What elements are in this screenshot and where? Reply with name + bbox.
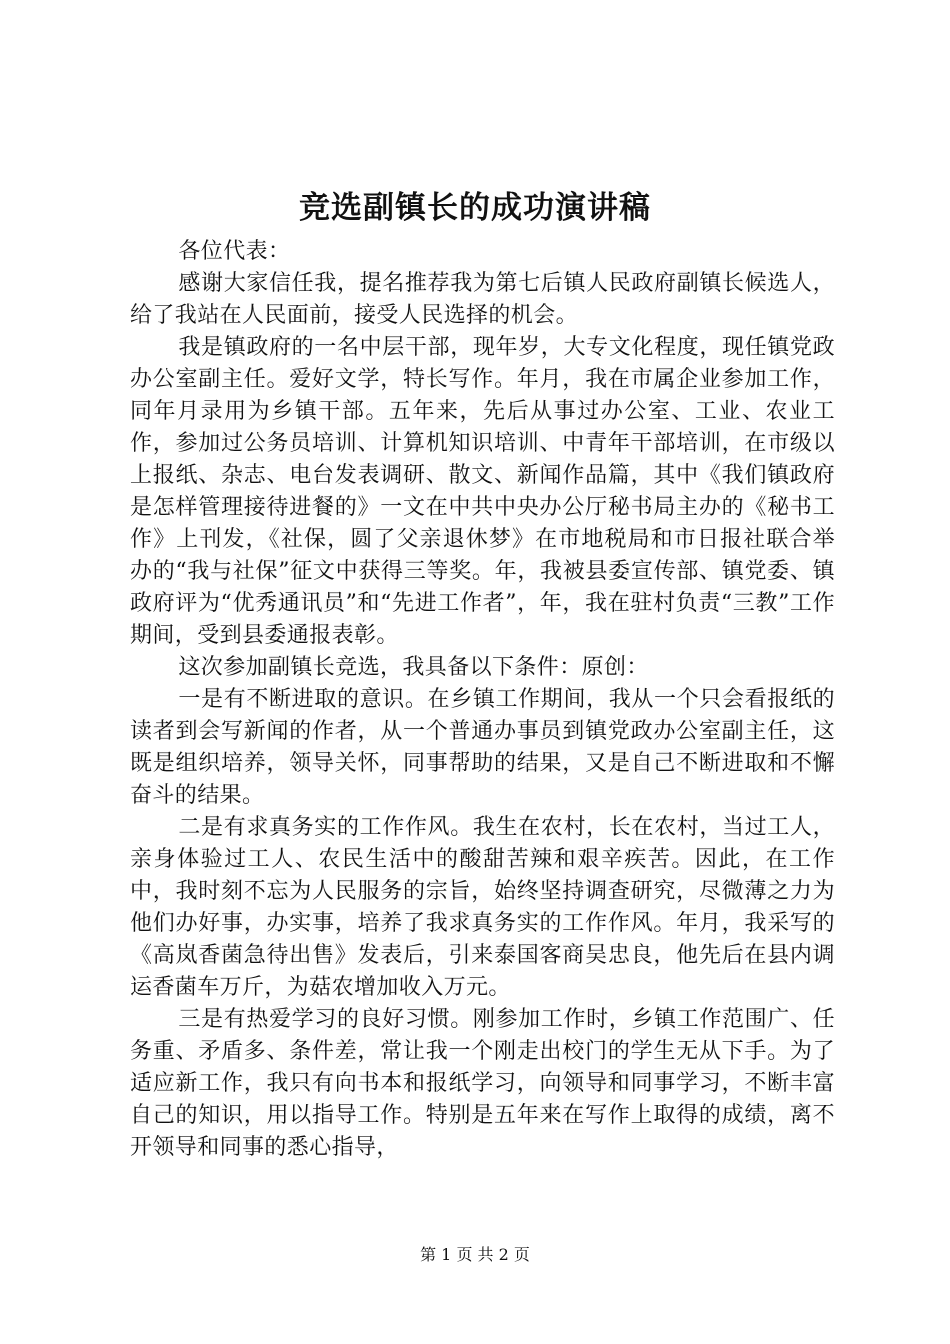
paragraph-condition-three: 三是有热爱学习的良好习惯。刚参加工作时，乡镇工作范围广、任务重、矛盾多、条件差，常让我一个刚走出校门的学生无从下手。为了适应新工作，我只有向书本和报纸学习，向领导和同事学习，不断丰富自己的知识，用以指导工作。特别是五年来在写作上取得的成绩，离不开领导和同事的悉心指导， xyxy=(130,1007,835,1160)
paragraph-condition-one: 一是有不断进取的意识。在乡镇工作期间，我从一个只会看报纸的读者到会写新闻的作者，从一个普通办事员到镇党政办公室副主任，这既是组织培养，领导关怀，同事帮助的结果，又是自己不断进取和不懈奋斗的结果。 xyxy=(130,687,835,808)
page-number-footer: 第 1 页 共 2 页 xyxy=(420,1245,530,1264)
paragraph-condition-two: 二是有求真务实的工作作风。我生在农村，长在农村，当过工人，亲身体验过工人、农民生活中的酸甜苦辣和艰辛疾苦。因此，在工作中，我时刻不忘为人民服务的宗旨，始终坚持调查研究，尽微薄之力为他们办好事，办实事，培养了我求真务实的工作作风。年月，我采写的《高岚香菌急待出售》发表后，引来泰国客商吴忠良，他先后在县内调运香菌车万斤，为菇农增加收入万元。 xyxy=(130,815,835,1000)
document-body xyxy=(130,236,835,1164)
paragraph-self-introduction: 我是镇政府的一名中层干部，现年岁，大专文化程度，现任镇党政办公室副主任。爱好文学，特长写作。年月，我在市属企业参加工作，同年月录用为乡镇干部。五年来，先后从事过办公室、工业、农业工作，参加过公务员培训、计算机知识培训、中青年干部培训，在市级以上报纸、杂志、电台发表调研、散文、新闻作品篇，其中《我们镇政府是怎样管理接待进餐的》一文在中共中央办公厅秘书局主办的《秘书工作》上刊发，《社保，圆了父亲退休梦》在市地税局和市日报社联合举办的“我与社保”征文中获得三等奖。年，我被县委宣传部、镇党委、镇政府评为“优秀通讯员”和“先进工作者”，年，我在驻村负责“三教”工作期间，受到县委通报表彰。 xyxy=(130,335,835,648)
document-title: 竞选副镇长的成功演讲稿 xyxy=(299,190,651,226)
paragraph-thanks: 感谢大家信任我，提名推荐我为第七后镇人民政府副镇长候选人，给了我站在人民面前，接受人民选择的机会。 xyxy=(130,271,835,328)
paragraph-salutation: 各位代表： xyxy=(178,239,291,264)
paragraph-conditions-intro: 这次参加副镇长竞选，我具备以下条件：原创： xyxy=(178,655,649,680)
